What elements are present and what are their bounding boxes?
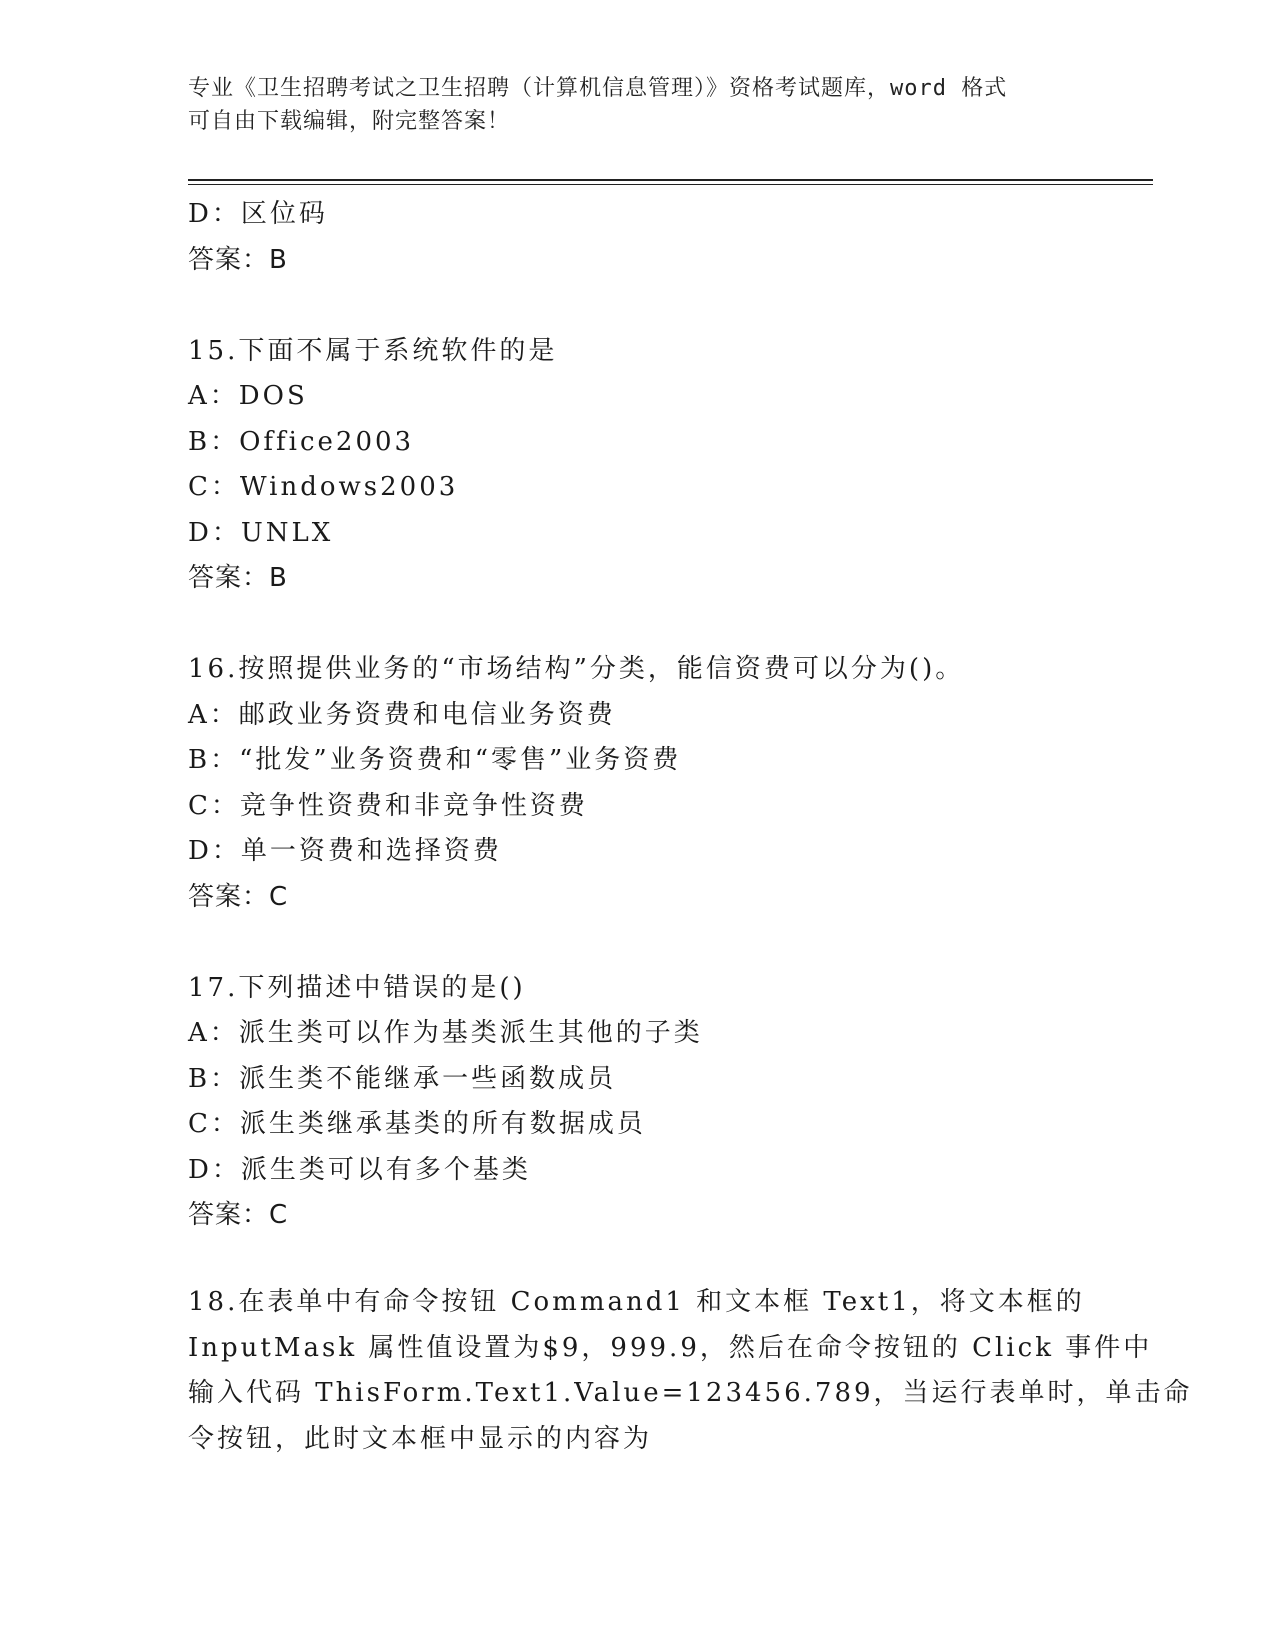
question-16 (188, 647, 1088, 920)
answer: 答案：C (188, 1200, 289, 1230)
option-b: B：“批发”业务资费和“零售”业务资费 (188, 745, 682, 775)
answer: 答案：B (188, 244, 288, 275)
document-header (188, 72, 1068, 138)
question-text-line-3: 输入代码 ThisForm.Text1.Value=123456.789，当运行表单时，单击命 (188, 1378, 1193, 1408)
option-d: D：区位码 (188, 199, 328, 229)
option-a: A：派生类可以作为基类派生其他的子类 (188, 1018, 703, 1048)
option-c: C：派生类继承基类的所有数据成员 (188, 1109, 646, 1139)
option-d: D：UNLX (188, 517, 334, 548)
option-d: D：单一资费和选择资费 (188, 836, 502, 866)
option-a: A：DOS (188, 381, 308, 411)
question-text: 17.下列描述中错误的是() (188, 972, 526, 1003)
question-text: 15.下面不属于系统软件的是 (188, 335, 558, 366)
answer: 答案：B (188, 563, 288, 593)
header-divider-thin (188, 184, 1153, 185)
header-line-1: 专业《卫生招聘考试之卫生招聘（计算机信息管理）》资格考试题库，word 格式 (188, 76, 1008, 101)
question-text-line-4: 令按钮，此时文本框中显示的内容为 (188, 1423, 653, 1454)
option-c: C：竞争性资费和非竞争性资费 (188, 790, 588, 821)
question-text-line-2: InputMask 属性值设置为$9，999.9，然后在命令按钮的 Click 事件中 (188, 1332, 1153, 1363)
question-text-line-1: 18.在表单中有命令按钮 Command1 和文本框 Text1，将文本框的 (188, 1287, 1085, 1317)
option-b: B：Office2003 (188, 426, 415, 457)
question-14-tail (188, 192, 1088, 283)
question-18 (188, 1280, 1193, 1462)
option-c: C：Windows2003 (188, 472, 459, 502)
header-divider-thick (188, 179, 1153, 181)
question-15 (188, 329, 1088, 602)
answer: 答案：C (188, 881, 289, 912)
option-a: A：邮政业务资费和电信业务资费 (188, 699, 616, 730)
question-text: 16.按照提供业务的“市场结构”分类，能信资费可以分为()。 (188, 654, 965, 684)
question-list (188, 192, 1088, 1239)
header-line-2: 可自由下载编辑，附完整答案！ (188, 109, 511, 134)
option-d: D：派生类可以有多个基类 (188, 1154, 531, 1185)
question-17 (188, 966, 1088, 1239)
option-b: B：派生类不能继承一些函数成员 (188, 1063, 617, 1094)
